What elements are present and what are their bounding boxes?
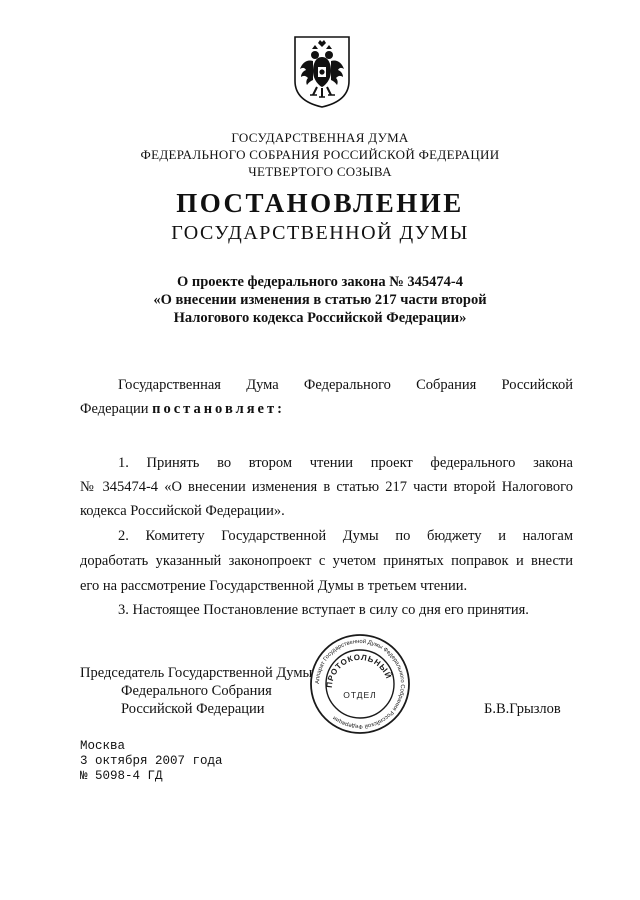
subject-line-3: Налогового кодекса Российской Федерации» [173, 310, 467, 326]
footer-number: № 5098-4 ГД [80, 769, 163, 783]
signatory-title-line-2: Федерального Собрания [121, 683, 272, 699]
preamble-line-1: Государственная Дума Федерального Собрания Российской [118, 377, 573, 393]
document-type: ПОСТАНОВЛЕНИЕ [176, 188, 464, 218]
document-type-subtitle: ГОСУДАРСТВЕННОЙ ДУМЫ [171, 222, 469, 244]
signatory-title-line-3: Российской Федерации [121, 701, 265, 717]
footer-date: 3 октября 2007 года [80, 754, 223, 768]
subject-line-2: «О внесении изменения в статью 217 части второй [153, 292, 487, 308]
item-1-line-1: 1. Принять во втором чтении проект федерального закона [118, 455, 573, 471]
item-2-line-2: доработать указанный законопроект с учетом принятых поправок и внести [80, 553, 573, 569]
item-2-line-1: 2. Комитету Государственной Думы по бюджету и налогам [118, 528, 573, 544]
signatory-name: Б.В.Грызлов [484, 701, 561, 717]
footer-city: Москва [80, 739, 126, 753]
preamble-line-2 [80, 400, 573, 418]
preamble-text: Федерации [80, 401, 149, 417]
item-3-line-1: 3. Настоящее Постановление вступает в силу со дня его принятия. [118, 602, 529, 618]
org-line-3: ЧЕТВЕРТОГО СОЗЫВА [248, 164, 392, 179]
stamp-inner-text: ПРОТОКОЛЬНЫЙ [324, 652, 394, 689]
round-stamp [308, 632, 412, 736]
org-line-2: ФЕДЕРАЛЬНОГО СОБРАНИЯ РОССИЙСКОЙ ФЕДЕРАЦИИ [140, 147, 500, 162]
preamble-emphasis: постановляет: [152, 401, 285, 417]
signatory-title-line-1: Председатель Государственной Думы [80, 665, 313, 681]
org-line-1: ГОСУДАРСТВЕННАЯ ДУМА [231, 130, 409, 145]
stamp-center-text: ОТДЕЛ [343, 690, 377, 700]
item-1-line-2: № 345474-4 «О внесении изменения в статью 217 части второй Налогового [80, 479, 573, 495]
stamp-ring-text: Аппарат Государственной Думы Федерального Собрания Российской Федерации [314, 638, 406, 730]
russian-coat-of-arms-icon [293, 35, 351, 109]
item-1-line-3: кодекса Российской Федерации». [80, 503, 285, 519]
subject-line-1: О проекте федерального закона № 345474-4 [176, 274, 464, 290]
item-2-line-3: его на рассмотрение Государственной Думы в третьем чтении. [80, 578, 468, 594]
